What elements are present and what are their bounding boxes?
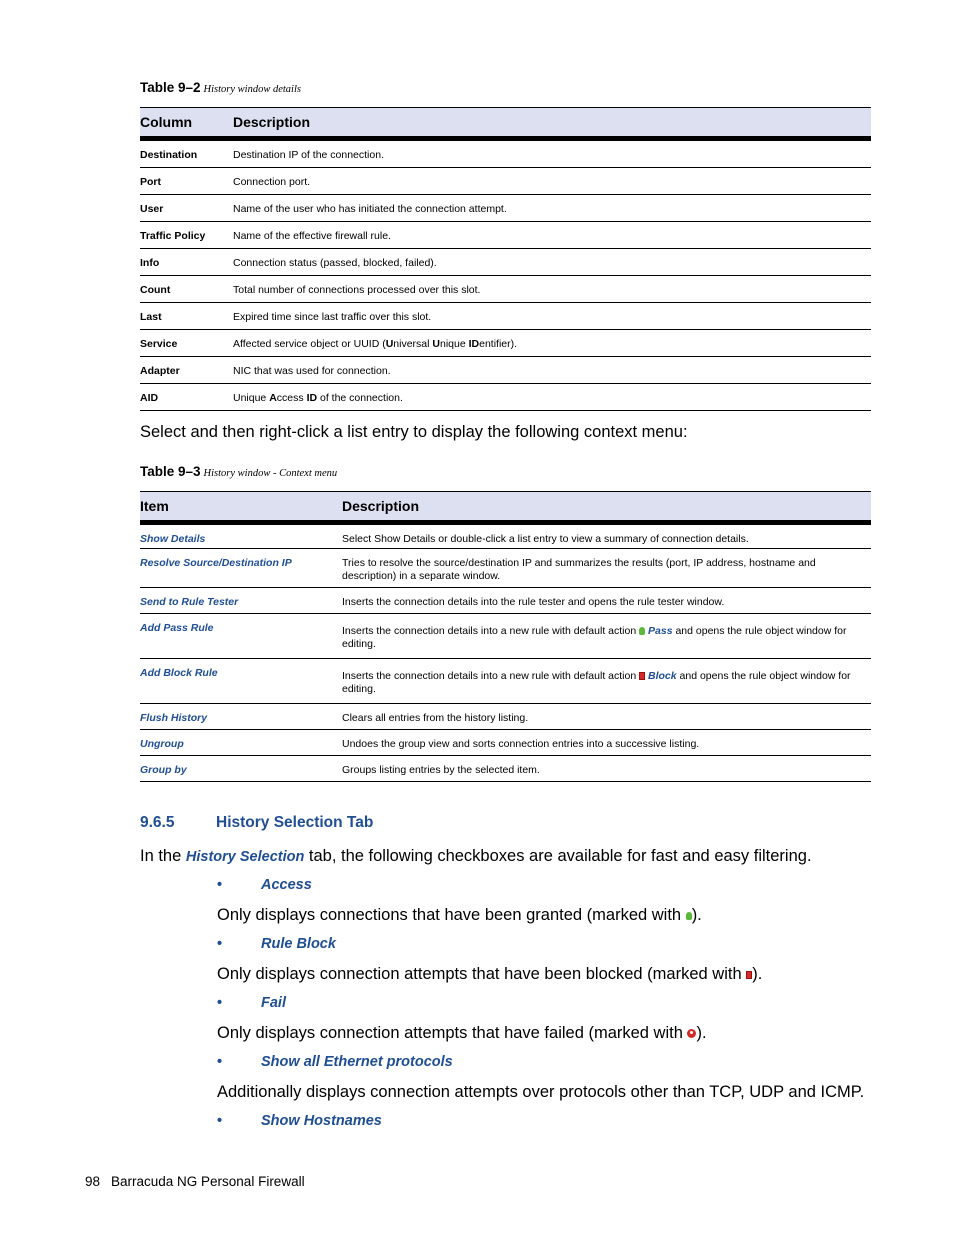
row-column-name: Adapter <box>140 365 180 377</box>
row-description: Inserts the connection details into the rule tester and opens the rule tester window. <box>342 596 725 608</box>
table-row <box>140 549 871 588</box>
page-number: 98 <box>85 1174 101 1189</box>
pass-icon <box>639 627 645 635</box>
table1-caption-label: Table 9–2 <box>140 80 201 95</box>
section-number: 9.6.5 <box>140 814 175 831</box>
section-heading <box>140 814 373 832</box>
row-description: Select Show Details or double-click a list entry to view a summary of connection details. <box>342 533 749 545</box>
table-row <box>140 384 871 411</box>
row-column-name: User <box>140 203 164 215</box>
bullet-description: Only displays connection attempts that have been blocked (marked with ). <box>217 965 763 983</box>
history-window-details-table <box>140 107 871 411</box>
row-description: Destination IP of the connection. <box>233 149 384 161</box>
column-header: Column <box>140 108 233 139</box>
row-column-name: Info <box>140 257 160 269</box>
bullet-show-all-ethernet-protocols: • Show all Ethernet protocols <box>217 1054 453 1070</box>
history-selection-link: History Selection <box>185 849 305 865</box>
row-description: Unique Access ID of the connection. <box>233 392 403 404</box>
table-row <box>140 303 871 330</box>
row-description: Tries to resolve the source/destination IP and summarizes the results (port, IP address, hostname and description) in a separate window. <box>342 557 816 582</box>
row-column-name: Traffic Policy <box>140 230 206 242</box>
history-context-menu-table <box>140 491 871 782</box>
menu-item-ungroup: Ungroup <box>140 738 184 750</box>
bullet-description: Only displays connections that have been granted (marked with ). <box>217 906 702 924</box>
menu-item-add-block-rule: Add Block Rule <box>140 667 218 679</box>
row-description: Connection status (passed, blocked, failed). <box>233 257 437 269</box>
row-description: Clears all entries from the history listing. <box>342 712 529 724</box>
table2-caption-label: Table 9–3 <box>140 464 201 479</box>
table-row <box>140 249 871 276</box>
row-column-name: Count <box>140 284 171 296</box>
bullet-description: Additionally displays connection attempts over protocols other than TCP, UDP and ICMP. <box>217 1083 865 1101</box>
footer-title: Barracuda NG Personal Firewall <box>111 1174 305 1189</box>
row-description: Name of the effective firewall rule. <box>233 230 391 242</box>
row-description: Connection port. <box>233 176 311 188</box>
bullet-label: Access <box>261 877 312 893</box>
row-column-name: Service <box>140 338 178 350</box>
menu-item-group-by: Group by <box>140 764 187 776</box>
table-header-row <box>140 108 871 139</box>
table1-caption-title: History window details <box>203 84 301 95</box>
bullet-label: Rule Block <box>261 936 336 952</box>
menu-item-resolve-ip: Resolve Source/Destination IP <box>140 557 292 569</box>
row-description: Total number of connections processed over this slot. <box>233 284 481 296</box>
table-row <box>140 588 871 614</box>
item-header: Item <box>140 492 342 523</box>
row-description: Name of the user who has initiated the connection attempt. <box>233 203 507 215</box>
block-action-label: Block <box>648 670 677 682</box>
row-column-name: AID <box>140 392 159 404</box>
block-icon <box>639 672 645 680</box>
table-row <box>140 357 871 384</box>
row-description: NIC that was used for connection. <box>233 365 391 377</box>
bullet-label: Fail <box>261 995 286 1011</box>
row-description: Groups listing entries by the selected item. <box>342 764 540 776</box>
row-column-name: Port <box>140 176 161 188</box>
context-menu-intro: Select and then right-click a list entry to display the following context menu: <box>140 423 688 441</box>
pass-action-label: Pass <box>648 625 673 637</box>
menu-item-flush-history: Flush History <box>140 712 208 724</box>
bullet-description: Only displays connection attempts that have failed (marked with ). <box>217 1024 707 1042</box>
section-intro: In the History Selection tab, the following checkboxes are available for fast and easy filtering. <box>140 847 812 865</box>
table2-caption <box>140 464 337 479</box>
table-row <box>140 730 871 756</box>
table-row <box>140 168 871 195</box>
bullet-access: • Access <box>217 877 312 893</box>
row-description: Inserts the connection details into a new rule with default action Block and opens the rule object window for editing. <box>342 670 851 695</box>
row-column-name: Destination <box>140 149 198 161</box>
table-row <box>140 276 871 303</box>
row-column-name: Last <box>140 311 162 323</box>
menu-item-show-details: Show Details <box>140 533 206 545</box>
menu-item-add-pass-rule: Add Pass Rule <box>140 622 214 634</box>
row-description: Undoes the group view and sorts connection entries into a successive listing. <box>342 738 700 750</box>
table-row <box>140 523 871 549</box>
menu-item-send-to-rule-tester: Send to Rule Tester <box>140 596 239 608</box>
description-header: Description <box>342 492 871 523</box>
table-row <box>140 756 871 782</box>
table1-caption <box>140 80 301 95</box>
row-description: Inserts the connection details into a new rule with default action Pass and opens the rule object window for editing. <box>342 625 847 650</box>
table-row <box>140 330 871 357</box>
table-row <box>140 139 871 168</box>
row-description: Expired time since last traffic over this slot. <box>233 311 432 323</box>
bullet-fail: • Fail <box>217 995 286 1011</box>
section-title: History Selection Tab <box>216 814 374 831</box>
table-row <box>140 222 871 249</box>
table2-caption-title: History window - Context menu <box>203 468 338 479</box>
page-footer <box>85 1174 305 1189</box>
table-header-row <box>140 492 871 523</box>
bullet-label: Show Hostnames <box>261 1113 382 1129</box>
table-row <box>140 704 871 730</box>
bullet-rule-block: • Rule Block <box>217 936 336 952</box>
table-row <box>140 659 871 704</box>
bullet-show-hostnames: • Show Hostnames <box>217 1113 382 1129</box>
description-header: Description <box>233 108 871 139</box>
row-description: Affected service object or UUID (Universal Unique IDentifier). <box>233 338 518 350</box>
table-row <box>140 614 871 659</box>
bullet-label: Show all Ethernet protocols <box>261 1054 453 1070</box>
table-row <box>140 195 871 222</box>
